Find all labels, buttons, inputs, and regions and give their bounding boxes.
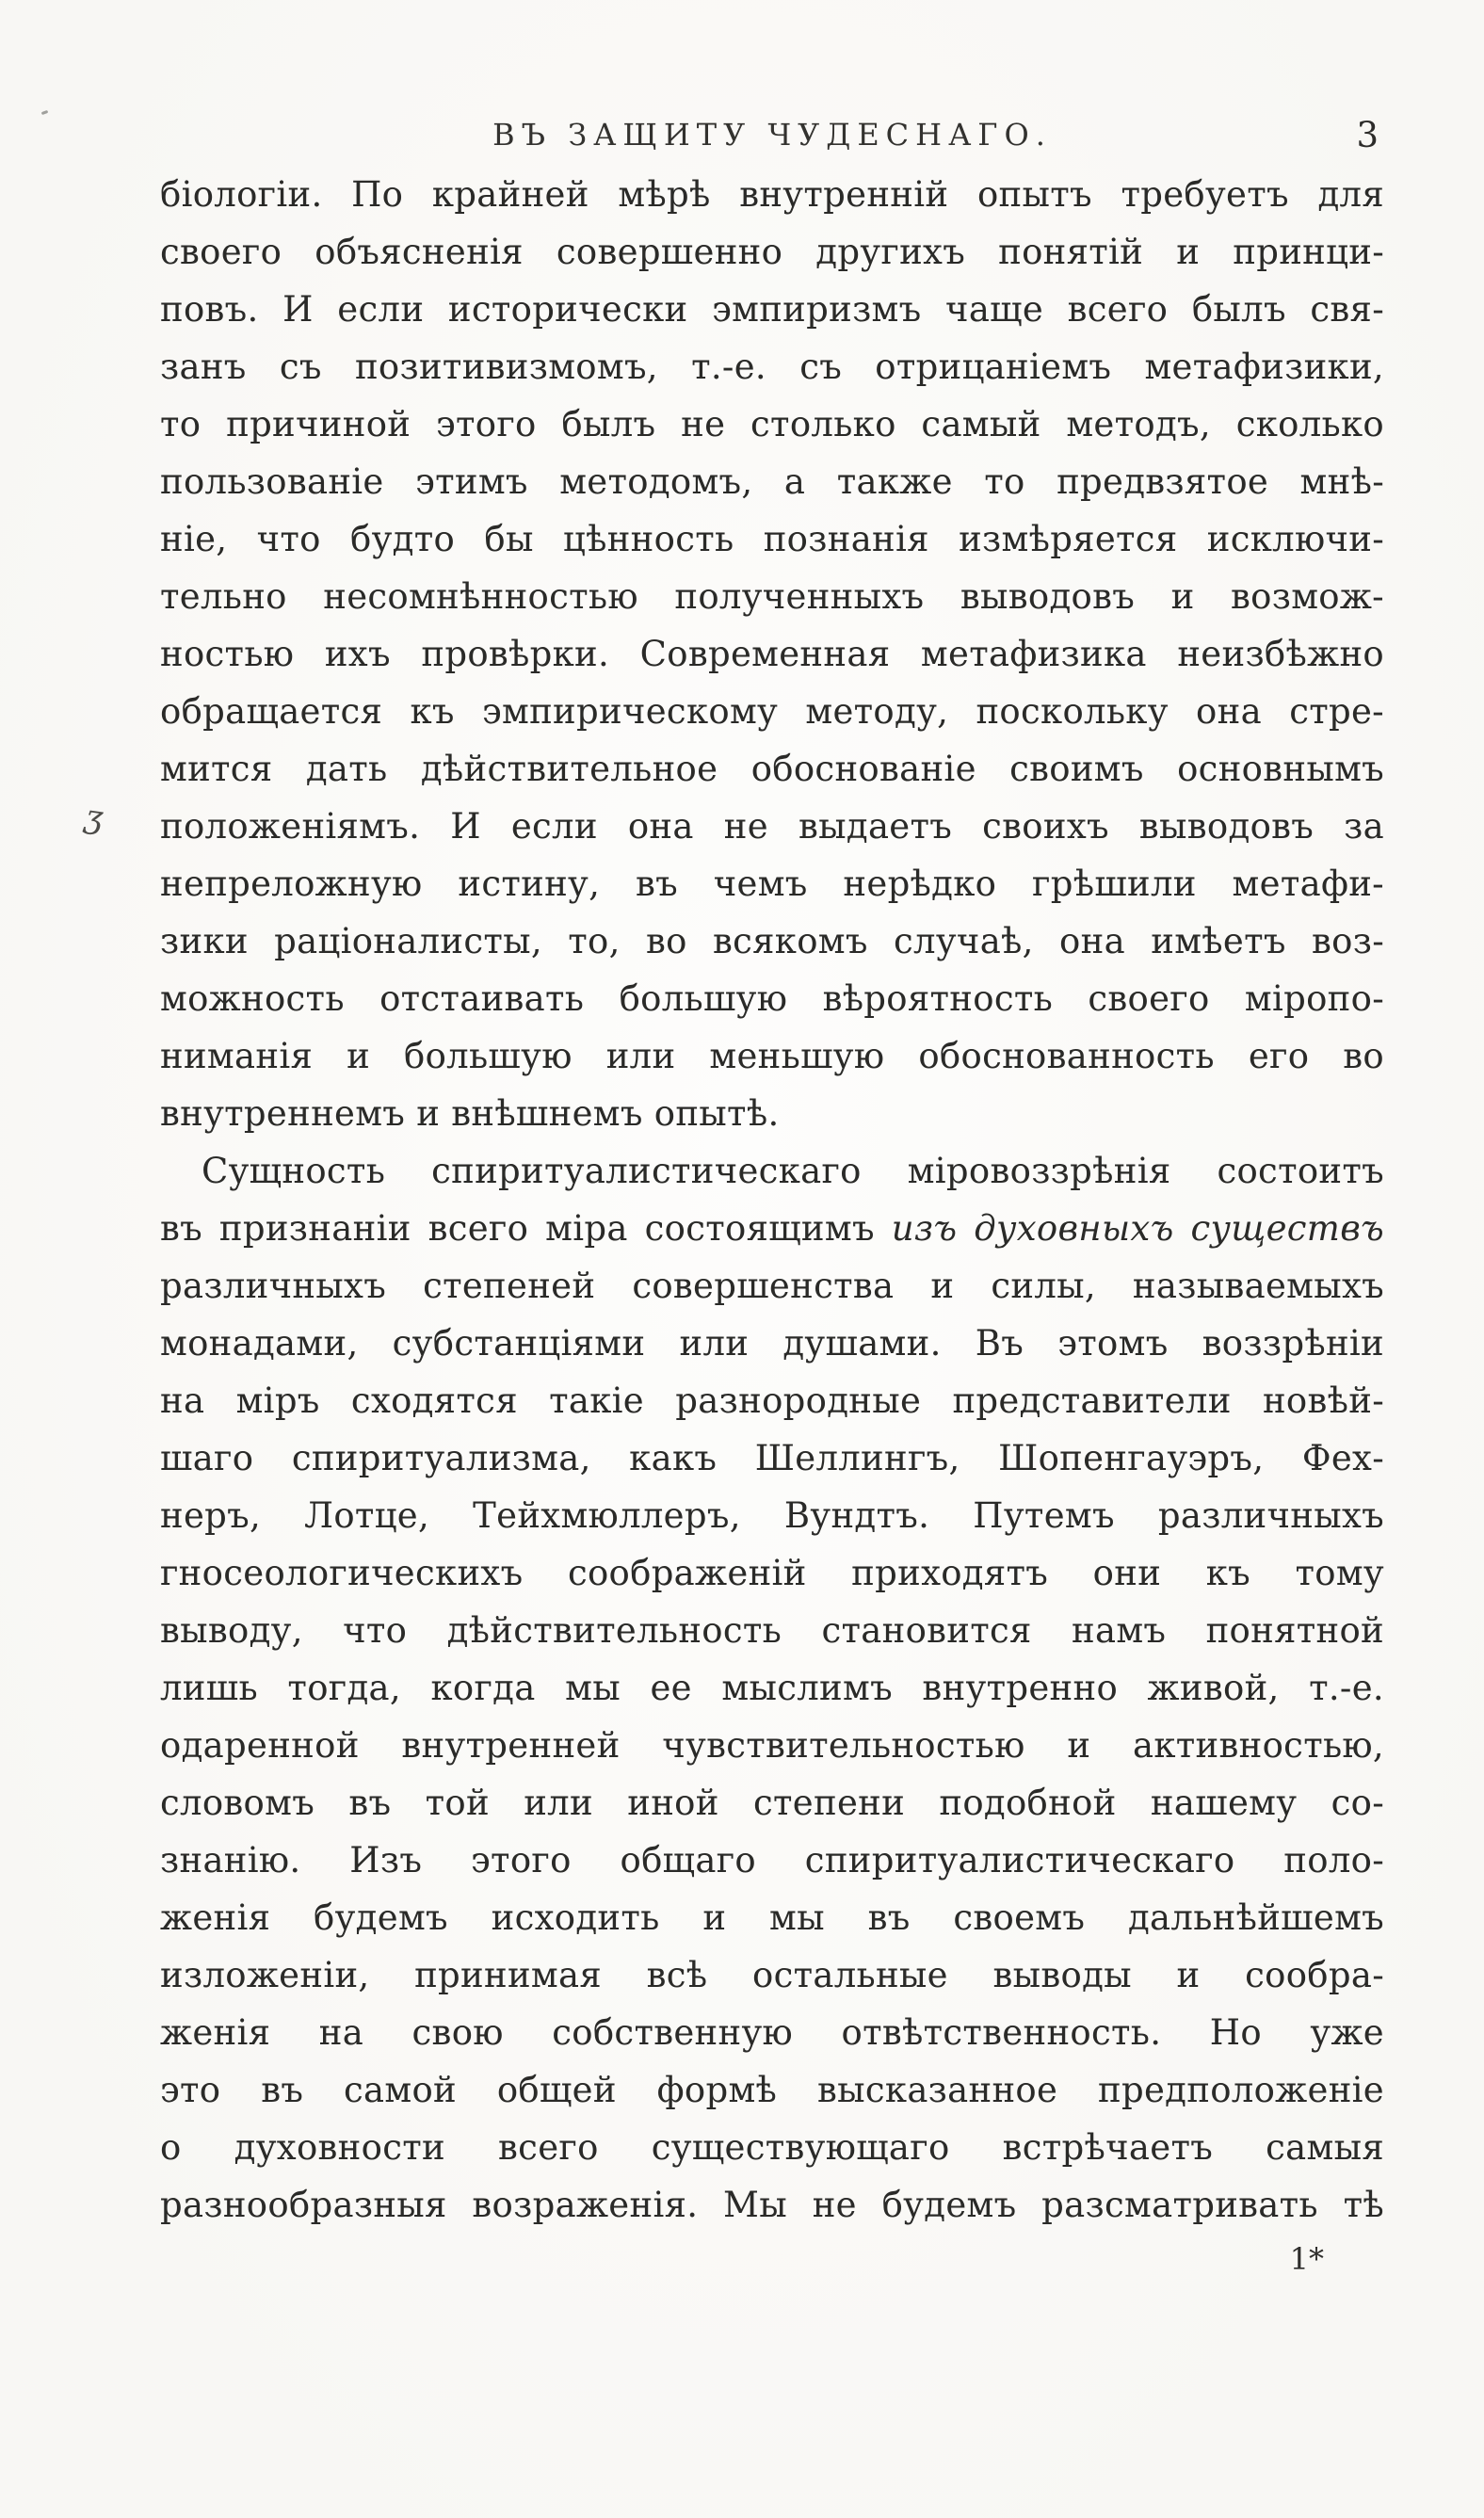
text-line <box>160 2061 1384 2119</box>
text-line <box>160 453 1384 510</box>
paragraph <box>160 166 1384 1142</box>
text-segment: лишь тогда, когда мы ее мыслимъ внутренно живой, т.-е. <box>160 1668 1384 1708</box>
text-line <box>160 338 1384 395</box>
text-segment: зики раціоналисты, то, во всякомъ случаѣ, она имѣетъ воз- <box>160 921 1384 961</box>
text-segment: шаго спиритуализма, какъ Шеллингъ, Шопенгауэръ, Фех- <box>160 1438 1384 1478</box>
text-segment: женія на свою собственную отвѣтственность. Но уже <box>160 2012 1384 2053</box>
text-line <box>160 2176 1384 2234</box>
text-segment: тельно несомнѣнностью полученныхъ выводовъ и возмож- <box>160 576 1384 617</box>
text-segment: повъ. И если исторически эмпиризмъ чаще всего былъ свя- <box>160 289 1384 330</box>
text-segment: занъ съ позитивизмомъ, т.-е. съ отрицаніемъ метафизики, <box>160 347 1384 387</box>
text-segment: мится дать дѣйствительное обоснованіе своимъ основнымъ <box>160 749 1384 789</box>
text-line <box>160 1372 1384 1429</box>
text-line <box>160 625 1384 683</box>
text-segment: выводу, что дѣйствительность становится намъ понятной <box>160 1610 1384 1651</box>
scan-speck <box>41 110 49 115</box>
text-segment: въ признаніи всего міра состоящимъ <box>160 1208 892 1249</box>
text-line <box>160 2004 1384 2061</box>
text-segment: гносеологическихъ соображеній приходятъ они къ тому <box>160 1553 1384 1593</box>
text-segment: знанію. Изъ этого общаго спиритуалистическаго поло- <box>160 1840 1384 1880</box>
handwritten-margin-mark: ʒ <box>82 797 105 838</box>
text-segment: біологіи. По крайней мѣрѣ внутренній опытъ требуетъ для <box>160 174 1384 215</box>
text-line <box>160 1544 1384 1602</box>
text-line <box>160 1027 1384 1085</box>
text-line <box>160 1200 1384 1257</box>
text-line <box>160 1774 1384 1832</box>
text-line <box>160 1315 1384 1372</box>
page-body <box>160 166 1384 2234</box>
text-segment: разнообразныя возраженія. Мы не будемъ разсматривать тѣ <box>160 2185 1384 2225</box>
text-line <box>160 683 1384 740</box>
text-line <box>160 1717 1384 1774</box>
text-segment: о духовности всего существующаго встрѣчаетъ самыя <box>160 2127 1384 2168</box>
text-line <box>160 1659 1384 1717</box>
text-line <box>160 568 1384 625</box>
page-number: 3 <box>1356 115 1379 155</box>
text-line <box>160 2119 1384 2176</box>
text-line <box>160 1889 1384 1946</box>
text-line <box>160 1946 1384 2004</box>
text-line <box>160 510 1384 568</box>
italic-phrase: изъ духовныхъ существъ <box>891 1208 1384 1249</box>
text-line <box>160 223 1384 281</box>
text-line <box>160 912 1384 970</box>
signature-mark: 1* <box>1289 2241 1324 2277</box>
text-line <box>160 1085 1384 1142</box>
text-segment: обращается къ эмпирическому методу, поскольку она стре- <box>160 691 1384 732</box>
text-line <box>160 740 1384 798</box>
text-line <box>160 395 1384 453</box>
text-line <box>160 855 1384 912</box>
text-line <box>160 281 1384 338</box>
running-title: ВЪ ЗАЩИТУ ЧУДЕСНАГО. <box>492 117 1052 153</box>
text-segment: различныхъ степеней совершенства и силы, называемыхъ <box>160 1266 1384 1306</box>
text-segment: неръ, Лотце, Тейхмюллеръ, Вундтъ. Путемъ различныхъ <box>160 1495 1384 1536</box>
text-line <box>160 1429 1384 1487</box>
text-segment: ностью ихъ провѣрки. Современная метафизика неизбѣжно <box>160 634 1384 674</box>
text-segment: положеніямъ. И если она не выдаетъ своихъ выводовъ за <box>160 806 1384 847</box>
text-segment: на міръ сходятся такіе разнородные представители новѣй- <box>160 1380 1384 1421</box>
text-line <box>160 798 1384 855</box>
text-segment: непреложную истину, въ чемъ нерѣдко грѣшили метафи- <box>160 864 1384 904</box>
text-segment: своего объясненія совершенно другихъ понятій и принци- <box>160 232 1384 272</box>
text-segment: женія будемъ исходить и мы въ своемъ дальнѣйшемъ <box>160 1897 1384 1938</box>
text-line <box>160 1832 1384 1889</box>
text-segment: Сущность спиритуалистическаго міровоззрѣнія состоитъ <box>202 1151 1384 1191</box>
text-line <box>160 1602 1384 1659</box>
text-segment: внутреннемъ и внѣшнемъ опытѣ. <box>160 1093 780 1134</box>
text-line <box>160 970 1384 1027</box>
text-line <box>160 1142 1384 1200</box>
page-header <box>160 117 1384 164</box>
paragraph <box>160 1142 1384 2234</box>
text-segment: можность отстаивать большую вѣроятность своего міропо- <box>160 978 1384 1019</box>
text-line <box>160 1257 1384 1315</box>
text-line <box>160 1487 1384 1544</box>
text-segment: то причиной этого былъ не столько самый методъ, сколько <box>160 404 1384 444</box>
text-segment: словомъ въ той или иной степени подобной нашему со- <box>160 1783 1384 1823</box>
text-segment: одаренной внутренней чувствительностью и активностью, <box>160 1725 1384 1766</box>
text-segment: это въ самой общей формѣ высказанное предположеніе <box>160 2070 1384 2110</box>
text-segment: монадами, субстанціями или душами. Въ этомъ воззрѣніи <box>160 1323 1384 1364</box>
text-segment: изложеніи, принимая всѣ остальные выводы и сообра- <box>160 1955 1384 1995</box>
text-segment: ніе, что будто бы цѣнность познанія измѣряется исключи- <box>160 519 1384 559</box>
text-segment: пользованіе этимъ методомъ, а также то предвзятое мнѣ- <box>160 461 1384 502</box>
text-line <box>160 166 1384 223</box>
text-segment: ниманія и большую или меньшую обоснованность его во <box>160 1036 1384 1076</box>
